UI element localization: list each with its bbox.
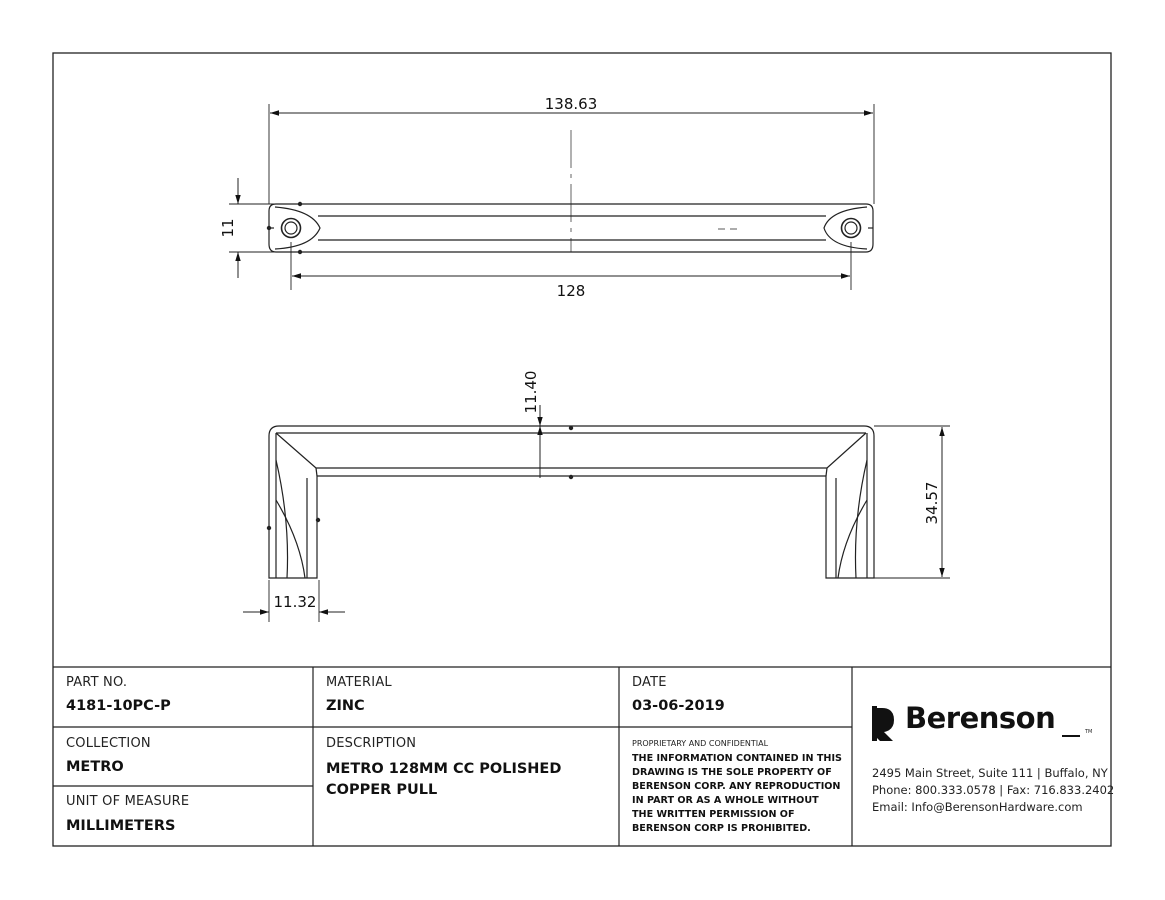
- dim-projection: 34.57: [923, 481, 941, 525]
- unit-value: MILLIMETERS: [66, 818, 176, 834]
- dim-overall-length: 138.63: [544, 95, 598, 113]
- title-block-grid: [53, 667, 1111, 846]
- company-address: 2495 Main Street, Suite 111 | Buffalo, NY: [872, 766, 1108, 780]
- collection-label: COLLECTION: [66, 736, 151, 751]
- date-label: DATE: [632, 675, 667, 690]
- unit-label: UNIT OF MEASURE: [66, 794, 190, 809]
- part-no-label: PART NO.: [66, 675, 128, 690]
- dim-thickness: 11: [219, 218, 237, 238]
- material-label: MATERIAL: [326, 675, 392, 690]
- part-no-value: 4181-10PC-P: [66, 698, 171, 714]
- dim-center-to-center: 128: [556, 282, 586, 300]
- material-value: ZINC: [326, 698, 365, 714]
- company-email: Email: Info@BerensonHardware.com: [872, 800, 1083, 814]
- date-value: 03-06-2019: [632, 698, 725, 714]
- trademark-mark: TM: [1085, 729, 1093, 735]
- collection-value: METRO: [66, 759, 124, 775]
- confidential-heading: PROPRIETARY AND CONFIDENTIAL: [632, 739, 769, 748]
- top-view: [229, 104, 874, 290]
- front-view: [243, 405, 950, 622]
- dim-leg-width: 11.32: [273, 593, 317, 611]
- description-value: METRO 128MM CC POLISHED COPPER PULL: [326, 761, 562, 798]
- description-label: DESCRIPTION: [326, 736, 417, 751]
- company-phone-fax: Phone: 800.333.0578 | Fax: 716.833.2402: [872, 783, 1115, 797]
- dim-bar-height: 11.40: [522, 370, 540, 414]
- berenson-logo-icon: [872, 706, 894, 741]
- confidential-text: THE INFORMATION CONTAINED IN THIS DRAWING IS THE SOLE PROPERTY OF BERENSON CORP. ANY REPRODUCTION IN PART OR AS A WHOLE WITHOUT THE WRITTEN PERMISSION OF BERENSON CORP IS PROHIBITED.: [632, 753, 842, 834]
- company-name: Berenson: [905, 701, 1056, 735]
